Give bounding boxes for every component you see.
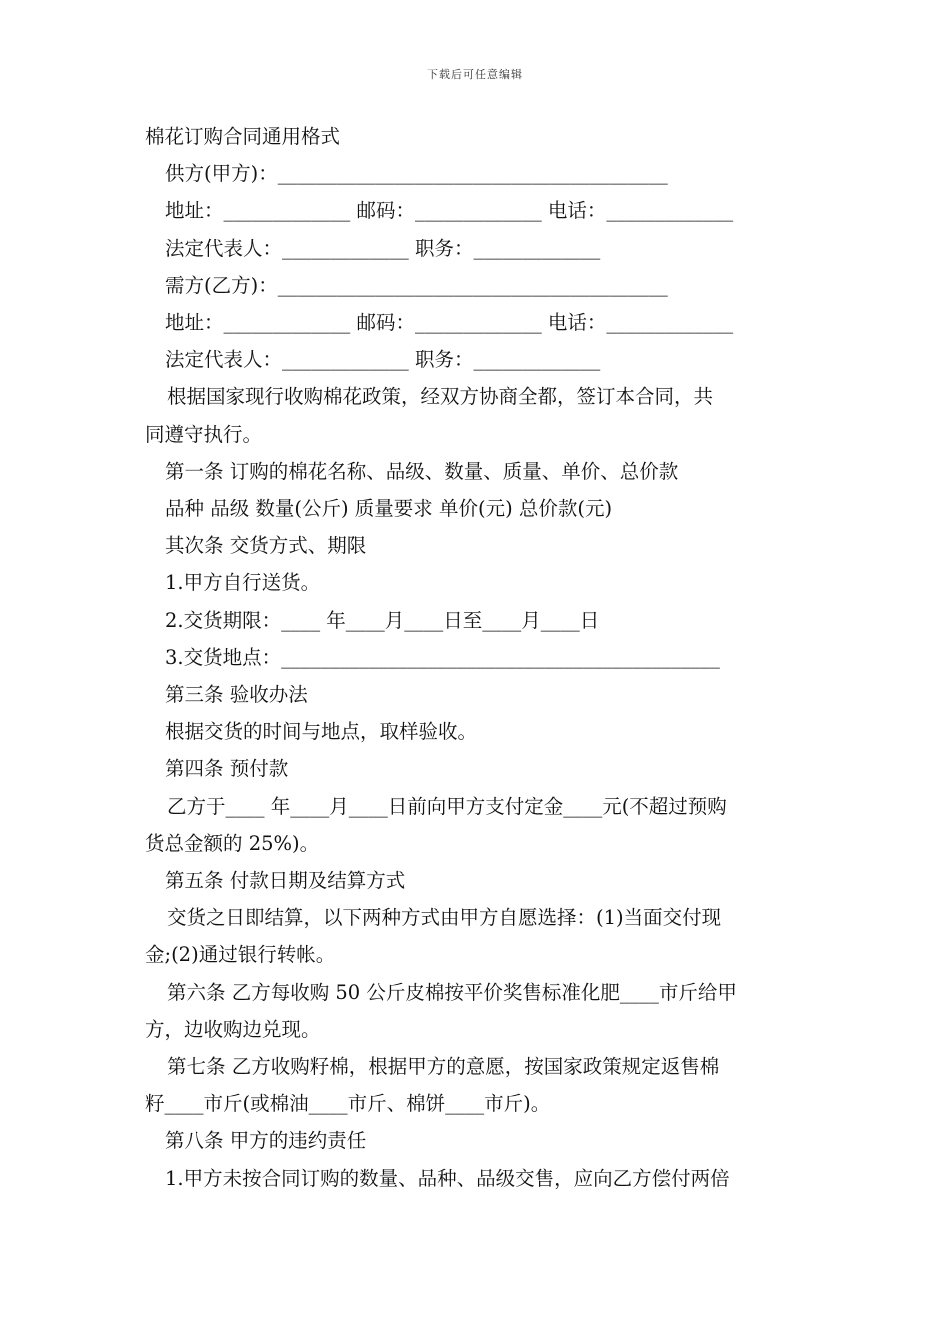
article-3-heading: 第三条 验收办法 [165, 683, 308, 707]
article-7-body-2: 籽____市斤(或棉油____市斤、棉饼____市斤)。 [145, 1092, 551, 1116]
article-3-body: 根据交货的时间与地点，取样验收。 [165, 720, 478, 744]
article-7-body-1: 第七条 乙方收购籽棉，根据甲方的意愿，按国家政策规定返售棉 [167, 1055, 720, 1079]
buyer-line: 需方(乙方)：________________________________________ [165, 273, 668, 297]
supplier-representative-line: 法定代表人：_____________ 职务：_____________ [165, 236, 601, 260]
article-5-body-2: 金;(2)通过银行转帐。 [145, 943, 336, 967]
article-4-body-2: 货总金额的 25%)。 [145, 831, 320, 855]
preamble-line-2: 同遵守执行。 [145, 422, 263, 446]
article-4-body-1: 乙方于____ 年____月____日前向甲方支付定金____元(不超过预购 [167, 794, 727, 818]
article-2-item-2: 2.交货期限：____ 年____月____日至____月____日 [165, 608, 600, 632]
article-6-body-1: 第六条 乙方每收购 50 公斤皮棉按平价奖售标准化肥____市斤给甲 [167, 980, 737, 1004]
buyer-representative-line: 法定代表人：_____________ 职务：_____________ [165, 348, 601, 372]
preamble-line-1: 根据国家现行收购棉花政策，经双方协商全都，签订本合同，共 [167, 385, 714, 409]
article-5-body-1: 交货之日即结算，以下两种方式由甲方自愿选择：(1)当面交付现 [167, 906, 722, 930]
document-title: 棉花订购合同通用格式 [145, 125, 341, 148]
article-1-heading: 第一条 订购的棉花名称、品级、数量、质量、单价、总价款 [165, 459, 679, 483]
article-8-item-1: 1.甲方未按合同订购的数量、品种、品级交售，应向乙方偿付两倍 [165, 1166, 730, 1190]
article-2-item-3: 3.交货地点：_____________________________________________ [165, 645, 720, 669]
supplier-line: 供方(甲方)：________________________________________ [165, 162, 668, 186]
article-5-heading: 第五条 付款日期及结算方式 [165, 869, 406, 893]
article-8-heading: 第八条 甲方的违约责任 [165, 1129, 367, 1153]
article-2-heading: 其次条 交货方式、期限 [165, 534, 367, 558]
supplier-address-line: 地址：_____________ 邮码：_____________ 电话：_____________ [165, 199, 734, 223]
article-1-columns: 品种 品级 数量(公斤) 质量要求 单价(元) 总价款(元) [165, 497, 613, 521]
header-note: 下载后可任意编辑 [427, 68, 523, 81]
article-2-item-1: 1.甲方自行送货。 [165, 571, 321, 595]
article-4-heading: 第四条 预付款 [165, 757, 289, 781]
buyer-address-line: 地址：_____________ 邮码：_____________ 电话：_____________ [165, 311, 734, 335]
contract-document [145, 118, 810, 1197]
article-6-body-2: 方，边收购边兑现。 [145, 1017, 321, 1041]
